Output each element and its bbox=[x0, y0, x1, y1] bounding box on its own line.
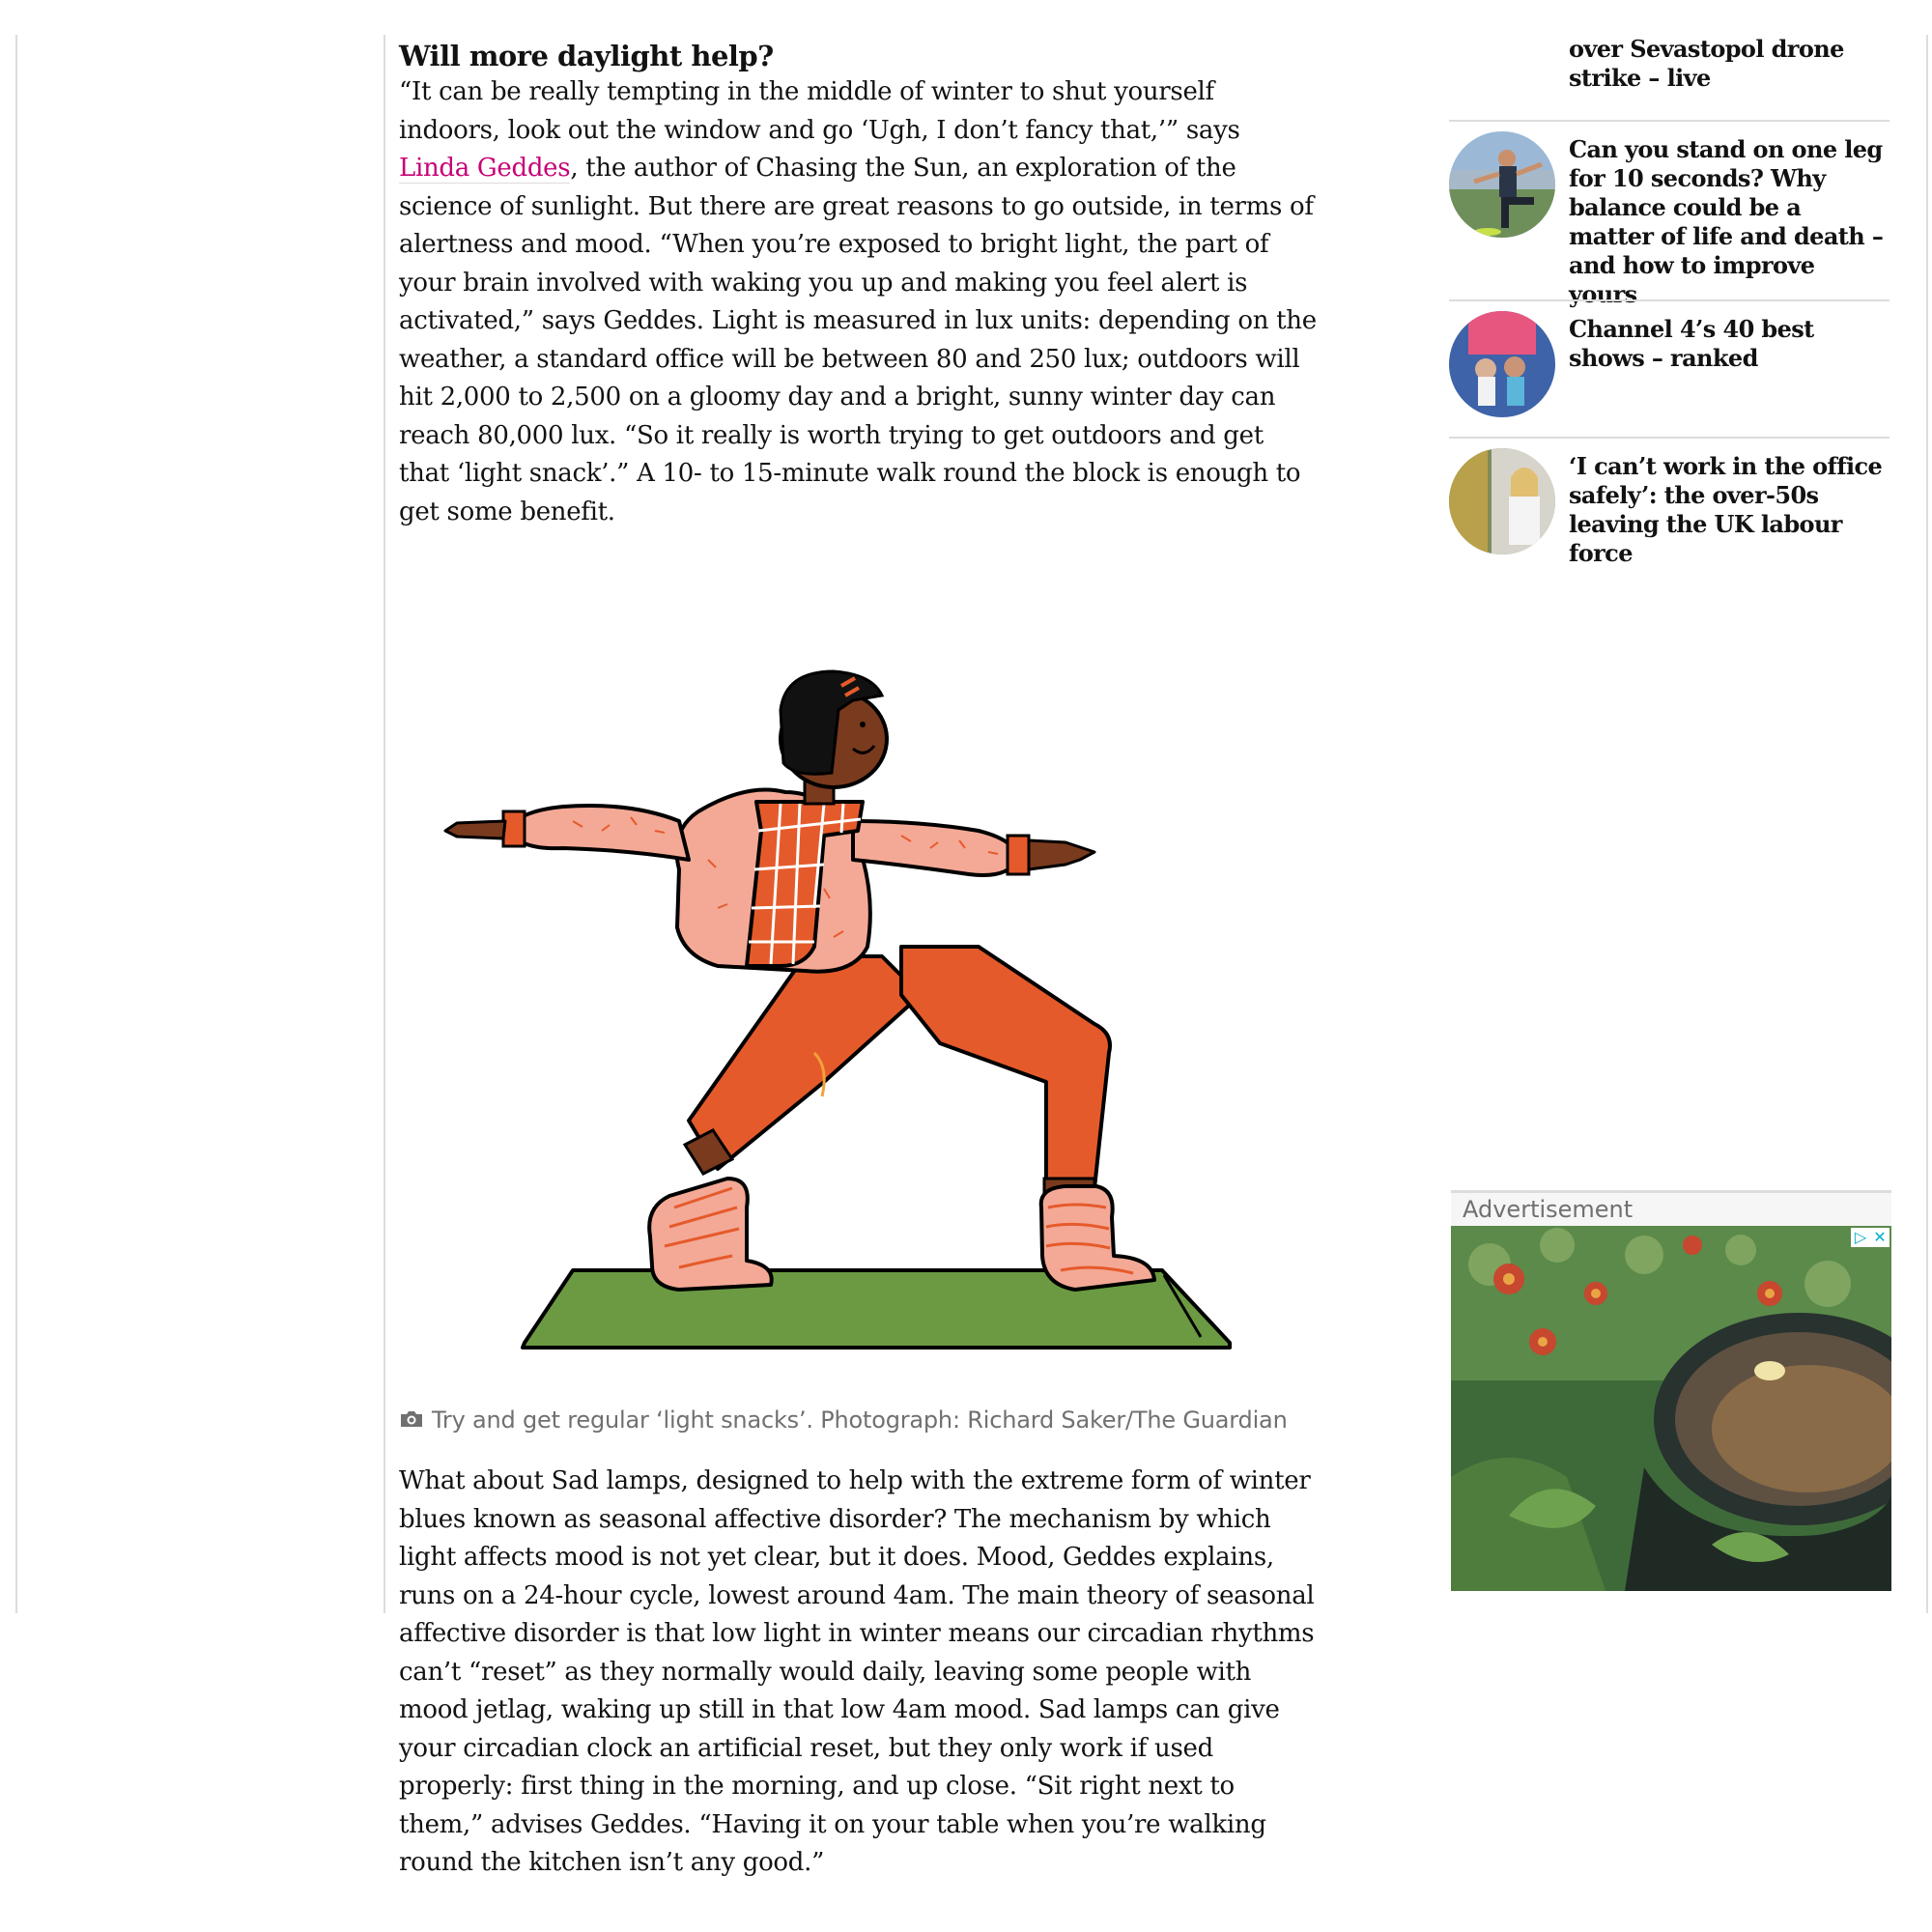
image-caption bbox=[399, 1406, 1288, 1435]
most-viewed-sidebar bbox=[1449, 35, 1889, 574]
ad-image bbox=[1451, 1226, 1891, 1591]
advertisement-label: Advertisement bbox=[1451, 1190, 1891, 1226]
sidebar-story[interactable] bbox=[1449, 120, 1889, 308]
story-thumbnail[interactable] bbox=[1449, 311, 1555, 417]
story-thumbnail[interactable] bbox=[1449, 448, 1555, 554]
close-icon[interactable]: ✕ bbox=[1873, 1228, 1887, 1246]
advertisement-slot[interactable] bbox=[1451, 1190, 1891, 1591]
paragraph-text: “It can be really tempting in the middle of winter to shut yourself indoors, look out the window and go ‘Ugh, I don’t fancy that,’” says bbox=[399, 77, 1240, 145]
story-headline[interactable]: ‘I can’t work in the office safely’: the over-50s leaving the UK labour force bbox=[1569, 452, 1883, 567]
story-thumbnail[interactable] bbox=[1449, 131, 1555, 238]
story-headline[interactable]: Can you stand on one leg for 10 seconds? Why balance could be a matter of life and death – and how to improve yours bbox=[1569, 135, 1884, 308]
yoga-pose-illustration bbox=[399, 541, 1317, 1410]
story-headline[interactable]: Channel 4’s 40 best shows – ranked bbox=[1569, 315, 1814, 372]
story-headline[interactable]: over Sevastopol drone strike – live bbox=[1569, 35, 1844, 92]
caption-text: Try and get regular ‘light snacks’. Photograph: Richard Saker/The Guardian bbox=[432, 1406, 1288, 1434]
article-paragraph: What about Sad lamps, designed to help with the extreme form of winter blues known as seasonal affective disorder? The mechanism by which light affects mood is not yet clear, but it does. Mood, Geddes explains, runs on a 24-hour cycle, lowest around 4am. The main theory of seasonal affective disorder is that low light in winter means our circadian rhythms can’t “reset” as they normally would daily, leaving some people with mood jetlag, waking up still in that low 4am mood. Sad lamps can give your circadian clock an artificial reset, but they only work if used properly: first thing in the morning, and up close. “Sit right next to them,” advises Geddes. “Having it on your table when you’re walking round the kitchen isn’t any good.” bbox=[399, 1466, 1315, 1877]
section-subheading: Will more daylight help? bbox=[399, 40, 774, 72]
page-right-rule bbox=[1926, 35, 1928, 1613]
paragraph-text: , the author of Chasing the Sun, an exploration of the science of sunlight. But there are great reasons to go outside, in terms of alertness and mood. “When you’re exposed to bright light, the part of your brain involved with waking you up and making you feel alert is activated,” says Geddes. Light is measured in lux units: depending on the weather, a standard office will be between 80 and 250 lux; outdoors will hit 2,000 to 2,500 on a gloomy day and a bright, sunny winter day can reach 80,000 lux. “So it really is worth trying to get outdoors and get that ‘light snack’.” A 10- to 15-minute walk round the block is enough to get some benefit. bbox=[399, 154, 1317, 526]
article-left-rule bbox=[384, 35, 385, 1613]
article-paragraph bbox=[399, 73, 1317, 531]
adchoices-icon[interactable]: ▷ bbox=[1854, 1228, 1867, 1246]
article-body bbox=[399, 39, 1317, 531]
sidebar-story[interactable] bbox=[1449, 299, 1889, 437]
ad-creative[interactable] bbox=[1451, 1226, 1891, 1591]
article-illustration bbox=[399, 541, 1317, 1410]
page-left-rule bbox=[15, 35, 17, 1613]
camera-icon bbox=[399, 1407, 424, 1435]
sidebar-story-partial[interactable] bbox=[1449, 35, 1889, 120]
author-link[interactable]: Linda Geddes bbox=[399, 154, 571, 183]
article-body-continued bbox=[399, 1463, 1317, 1883]
sidebar-story[interactable] bbox=[1449, 437, 1889, 574]
ad-choices[interactable] bbox=[1851, 1228, 1889, 1247]
